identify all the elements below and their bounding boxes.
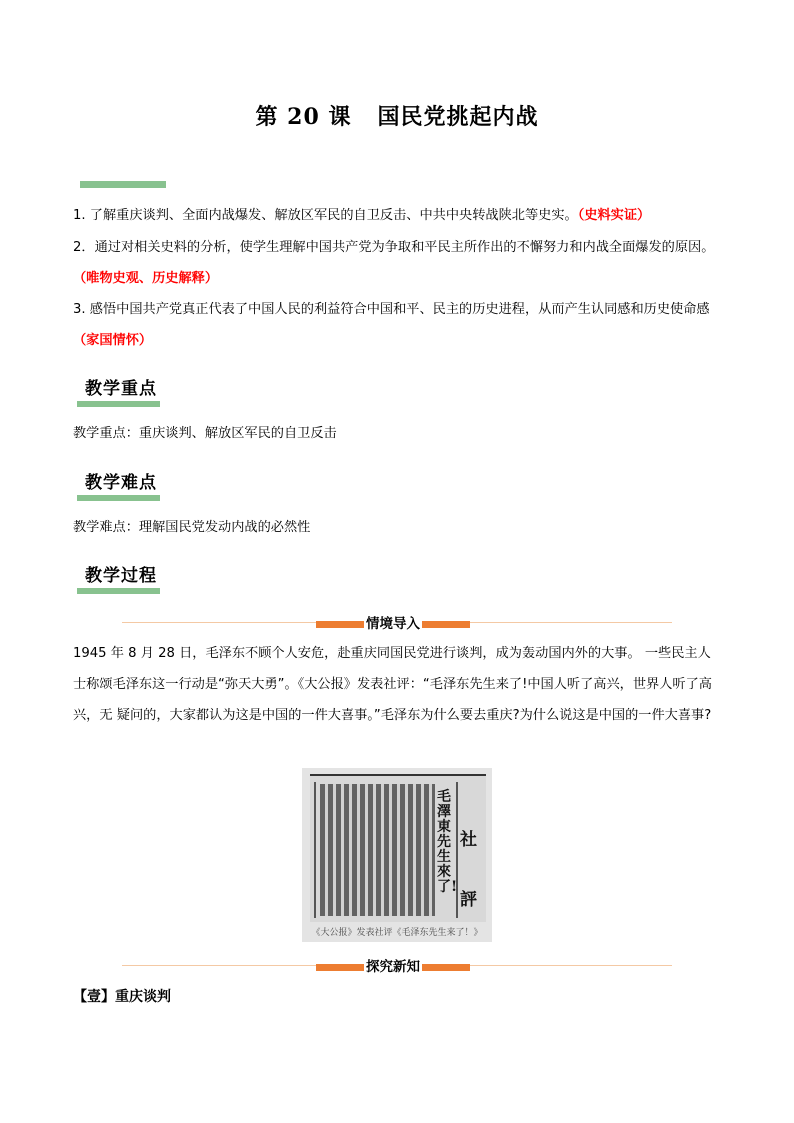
lesson-topic: 国民党挑起内战: [377, 104, 539, 130]
objective-1: 1. 了解重庆谈判、全面内战爆发、解放区军民的自卫反击、中共中央转战陕北等史实。（史料实证）: [73, 208, 651, 223]
subsection-heading: 【壹】重庆谈判: [73, 989, 171, 1005]
page-title: [0, 100, 794, 131]
objective-tag: （家国情怀）: [73, 333, 153, 348]
objective-tag: （史料实证）: [577, 208, 651, 223]
section-heading-difficulties: 教学难点: [77, 471, 157, 501]
objective-tag: （唯物史观、历史解释）: [73, 271, 219, 286]
divider-intro: 情境导入: [122, 612, 672, 632]
figure-caption: 《大公报》发表社评《毛泽东先生来了！》: [311, 928, 483, 938]
newspaper-headline: 毛澤東先生來了!: [437, 789, 458, 895]
newspaper-figure: [302, 768, 492, 942]
objective-2: 2．通过对相关史料的分析，使学生理解中国共产党为争取和平民主所作出的不懈努力和内战全面爆发的原因。（唯物史观、历史解释）: [73, 240, 715, 286]
heading-underline: [77, 588, 160, 594]
heading-underline: [77, 495, 160, 501]
lesson-number: 第 20 课: [255, 104, 352, 130]
intro-paragraph: 1945 年 8 月 28 日，毛泽东不顾个人安危，赴重庆同国民党进行谈判，成为轰动国内外的大事。 一些民主人士称颂毛泽东这一行动是“弥天大勇”。《大公报》发表社评：“毛泽东先生来了!中国人听了高兴，世界人听了高兴，无 疑问的，大家都认为这是中国的一件大喜事。”毛泽东为什么要去重庆?为什么说这是中国的一件大喜事?: [73, 646, 712, 723]
difficulties-text: 教学难点：理解国民党发动内战的必然性: [73, 520, 311, 535]
newspaper-image: [310, 774, 486, 922]
objectives-marker-bar: [80, 181, 166, 188]
divider-explore: 探究新知: [122, 955, 672, 975]
key-points-text: 教学重点：重庆谈判、解放区军民的自卫反击: [73, 426, 337, 441]
section-heading-process: 教学过程: [77, 564, 157, 594]
section-heading-key-points: 教学重点: [77, 377, 157, 407]
objective-3: 3. 感悟中国共产党真正代表了中国人民的利益符合中国和平、民主的历史进程，从而产生认同感和历史使命感（家国情怀）: [73, 302, 710, 348]
newspaper-column-label: 社評: [460, 830, 477, 910]
heading-underline: [77, 401, 160, 407]
